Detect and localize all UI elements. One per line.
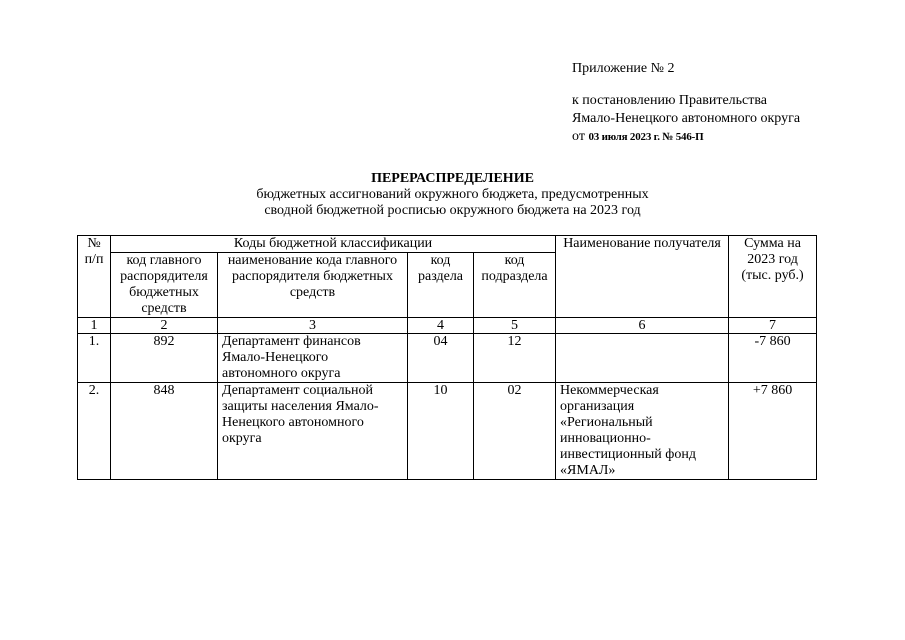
column-number: 1 xyxy=(78,318,111,334)
row-subsection: 02 xyxy=(474,383,556,480)
header-subsection: код подраздела xyxy=(474,253,556,318)
row-section: 04 xyxy=(408,334,474,383)
header-sum: Сумма на 2023 год (тыс. руб.) xyxy=(729,236,817,318)
row-num: 1. xyxy=(78,334,111,383)
column-number-row xyxy=(78,318,817,334)
row-code: 848 xyxy=(111,383,218,480)
row-sum: -7 860 xyxy=(729,334,817,383)
header-recipient: Наименование получателя xyxy=(556,236,729,318)
column-number: 4 xyxy=(408,318,474,334)
column-number: 2 xyxy=(111,318,218,334)
budget-table xyxy=(77,235,817,480)
row-code: 892 xyxy=(111,334,218,383)
title-subtitle-line-1: бюджетных ассигнований окружного бюджета, предусмотренных xyxy=(256,187,649,202)
document-title xyxy=(0,171,905,219)
header-name: наименование кода главного распорядителя бюджетных средств xyxy=(218,253,408,318)
column-number: 5 xyxy=(474,318,556,334)
row-subsection: 12 xyxy=(474,334,556,383)
row-section: 10 xyxy=(408,383,474,480)
column-number: 6 xyxy=(556,318,729,334)
header-section: код раздела xyxy=(408,253,474,318)
column-number: 7 xyxy=(729,318,817,334)
row-recipient xyxy=(556,334,729,383)
appendix-date-prefix: от xyxy=(572,129,585,144)
title-subtitle-line-2: сводной бюджетной росписью окружного бюджета на 2023 год xyxy=(264,203,641,218)
appendix-decree: к постановлению Правительства xyxy=(572,93,768,108)
row-num: 2. xyxy=(78,383,111,480)
appendix-block xyxy=(572,60,892,146)
appendix-government: Ямало-Ненецкого автономного округа xyxy=(572,111,801,126)
row-name: Департамент социальной защиты населения Ямало-Ненецкого автономного округа xyxy=(218,383,408,480)
header-num: № п/п xyxy=(78,236,111,318)
header-classification-group: Коды бюджетной классификации xyxy=(111,236,556,253)
row-name: Департамент финансов Ямало-Ненецкого автономного округа xyxy=(218,334,408,383)
row-sum: +7 860 xyxy=(729,383,817,480)
header-code: код главного распорядителя бюджетных средств xyxy=(111,253,218,318)
title-heading: ПЕРЕРАСПРЕДЕЛЕНИЕ xyxy=(371,171,534,186)
table-row xyxy=(78,383,817,480)
column-number: 3 xyxy=(218,318,408,334)
appendix-date-stamp: 03 июля 2023 г. № 546-П xyxy=(588,131,704,143)
appendix-number: Приложение № 2 xyxy=(572,61,675,76)
row-recipient: Некоммерческая организация «Региональный инновационно-инвестиционный фонд «ЯМАЛ» xyxy=(556,383,729,480)
table-header-row xyxy=(78,236,817,253)
table-row xyxy=(78,334,817,383)
appendix-date-line xyxy=(572,128,892,146)
